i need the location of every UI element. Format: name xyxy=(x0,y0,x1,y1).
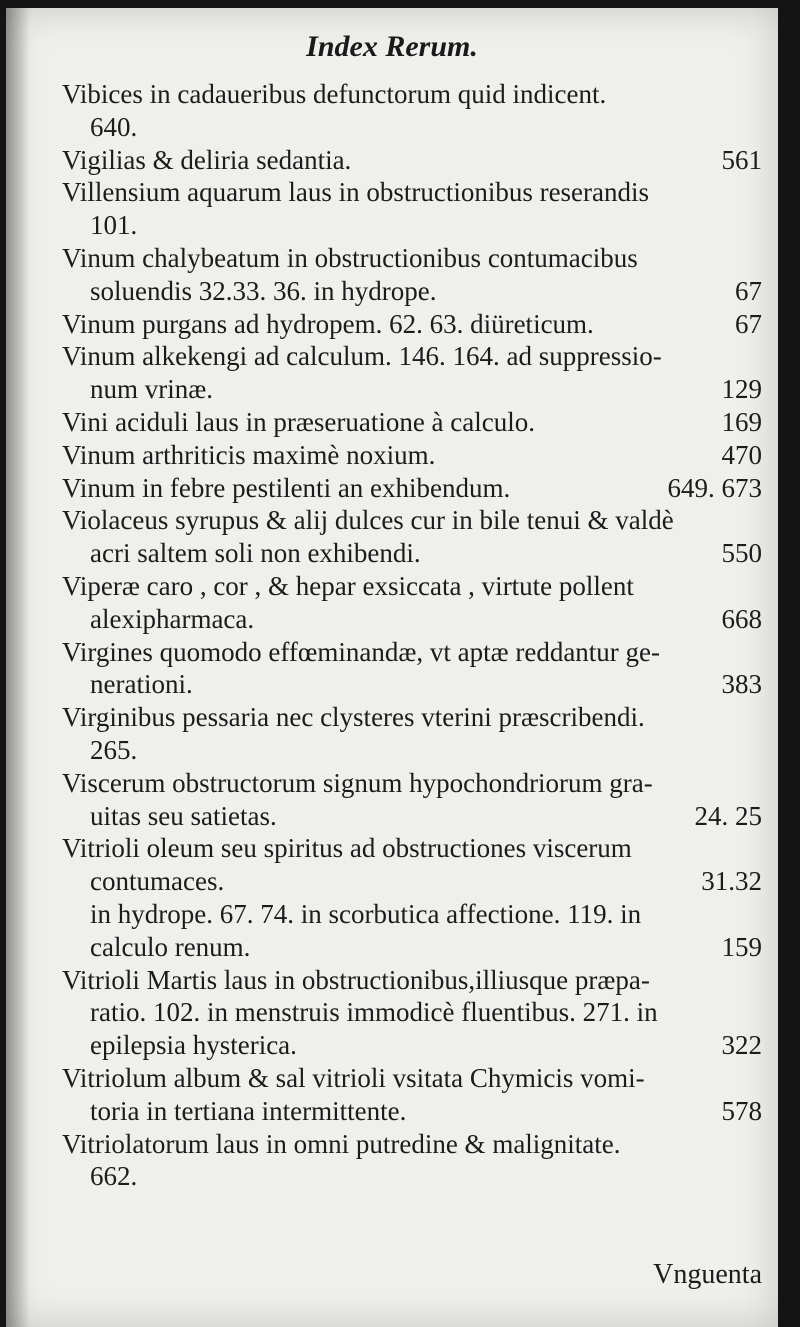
entry-text: Virgines quomodo effœminandæ, vt aptæ reddantur ge- xyxy=(62,636,661,667)
page-reference: 169 xyxy=(721,406,762,437)
entry-line xyxy=(62,308,762,341)
page-reference: 383 xyxy=(721,669,762,700)
entry-text: 265. xyxy=(90,734,138,765)
index-entry xyxy=(62,701,762,767)
entry-line xyxy=(62,78,762,111)
entry-line xyxy=(62,176,762,209)
index-entry xyxy=(62,472,762,505)
index-entry xyxy=(62,242,762,308)
entry-line xyxy=(62,898,762,931)
index-entry xyxy=(62,964,762,1062)
page-reference: 668 xyxy=(721,603,762,634)
entry-line xyxy=(62,1062,762,1095)
entry-line xyxy=(62,1160,762,1193)
entry-text: Viperæ caro , cor , & hepar exsiccata , virtute pollent xyxy=(62,570,634,601)
index-entry xyxy=(62,176,762,242)
entry-line xyxy=(62,865,762,898)
index-entry xyxy=(62,308,762,341)
entry-line xyxy=(62,275,762,308)
entry-text: Villensium aquarum laus in obstructionibus reserandis xyxy=(62,177,650,208)
entry-text: 101. xyxy=(90,210,138,241)
entry-text: epilepsia hysterica. xyxy=(90,1030,297,1061)
entry-text: in hydrope. 67. 74. in scorbutica affectione. 119. in xyxy=(90,898,642,929)
page-reference: 561 xyxy=(721,144,762,175)
index-entry xyxy=(62,439,762,472)
index-entry xyxy=(62,570,762,636)
entry-text: Virginibus pessaria nec clysteres vterini præscribendi. xyxy=(62,702,645,733)
entry-line xyxy=(62,767,762,800)
entry-text: acri saltem soli non exhibendi. xyxy=(90,538,421,569)
entry-text: Violaceus syrupus & alij dulces cur in bile tenui & valdè xyxy=(62,505,674,536)
entry-text: calculo renum. xyxy=(90,931,251,962)
entry-text: soluendis 32.33. 36. in hydrope. xyxy=(90,275,437,306)
page-reference: 159 xyxy=(721,931,762,962)
page-reference: 578 xyxy=(721,1095,762,1126)
index-entry xyxy=(62,504,762,570)
entry-text: alexipharmaca. xyxy=(90,603,255,634)
page-reference: 129 xyxy=(721,374,762,405)
entry-line xyxy=(62,996,762,1029)
entry-line xyxy=(62,1029,762,1062)
entry-text: uitas seu satietas. xyxy=(90,800,277,831)
entry-text: Vitriolum album & sal vitrioli vsitata Chymicis vomi- xyxy=(62,1062,645,1093)
entry-text: Vitrioli Martis laus in obstructionibus,illiusque præpa- xyxy=(62,964,650,995)
page-reference: 24. 25 xyxy=(694,800,762,831)
entry-text: Vinum purgans ad hydropem. 62. 63. diüreticum. xyxy=(62,308,594,339)
page-reference: 322 xyxy=(721,1030,762,1061)
entry-text: Vitrioli oleum seu spiritus ad obstructiones viscerum xyxy=(62,833,632,864)
entry-line xyxy=(62,832,762,865)
entry-line xyxy=(62,603,762,636)
entry-line xyxy=(62,570,762,603)
entry-line xyxy=(62,406,762,439)
entry-text: Viscerum obstructorum signum hypochondriorum gra- xyxy=(62,767,653,798)
entry-line xyxy=(62,1095,762,1128)
index-entry xyxy=(62,340,762,406)
entry-line xyxy=(62,111,762,144)
page-reference: 31.32 xyxy=(701,866,762,897)
entry-line xyxy=(62,209,762,242)
entry-text: ratio. 102. in menstruis immodicè fluentibus. 271. in xyxy=(90,997,658,1028)
catchword: Vnguenta xyxy=(653,1259,762,1290)
entry-text: Vigilias & deliria sedantia. xyxy=(62,144,352,175)
entry-text: Vini aciduli laus in præseruatione à calculo. xyxy=(62,406,535,437)
index-entry xyxy=(62,1062,762,1128)
entry-text: Vinum arthriticis maximè noxium. xyxy=(62,439,436,470)
index-entry xyxy=(62,144,762,177)
entry-line xyxy=(62,439,762,472)
entry-text: Vitriolatorum laus in omni putredine & malignitate. xyxy=(62,1128,621,1159)
entry-text: nerationi. xyxy=(90,669,193,700)
entry-line xyxy=(62,668,762,701)
entry-line xyxy=(62,472,762,505)
entry-text: contumaces. xyxy=(90,866,225,897)
index-entry xyxy=(62,832,762,963)
entry-line xyxy=(62,340,762,373)
entry-line xyxy=(62,636,762,669)
page-reference: 67 xyxy=(735,275,762,306)
entry-line xyxy=(62,931,762,964)
entry-text: toria in tertiana intermittente. xyxy=(90,1095,407,1126)
entry-line xyxy=(62,373,762,406)
entry-line xyxy=(62,964,762,997)
entry-line xyxy=(62,1128,762,1161)
entry-text: Vinum in febre pestilenti an exhibendum. xyxy=(62,472,511,503)
page-reference: 470 xyxy=(721,439,762,470)
entry-text: 662. xyxy=(90,1161,138,1192)
entry-text: Vinum chalybeatum in obstructionibus contumacibus xyxy=(62,242,638,273)
entry-line xyxy=(62,504,762,537)
index-entry xyxy=(62,1128,762,1194)
running-head: Index Rerum. xyxy=(306,30,478,63)
book-page xyxy=(6,8,778,1327)
index-entry xyxy=(62,636,762,702)
index-entry xyxy=(62,767,762,833)
index-entry xyxy=(62,78,762,144)
page-reference: 550 xyxy=(721,538,762,569)
entry-line xyxy=(62,701,762,734)
entry-line xyxy=(62,734,762,767)
entry-text: num vrinæ. xyxy=(90,374,214,405)
entry-text: 640. xyxy=(90,111,138,142)
index-entries xyxy=(62,78,762,1193)
entry-text: Vibices in cadaueribus defunctorum quid indicent. xyxy=(62,79,607,109)
entry-text: Vinum alkekengi ad calculum. 146. 164. ad suppressio- xyxy=(62,341,662,372)
index-entry xyxy=(62,406,762,439)
entry-line xyxy=(62,144,762,177)
page-reference: 67 xyxy=(735,308,762,339)
page-reference: 649. 673 xyxy=(667,472,762,503)
entry-line xyxy=(62,242,762,275)
entry-line xyxy=(62,800,762,833)
entry-line xyxy=(62,537,762,570)
